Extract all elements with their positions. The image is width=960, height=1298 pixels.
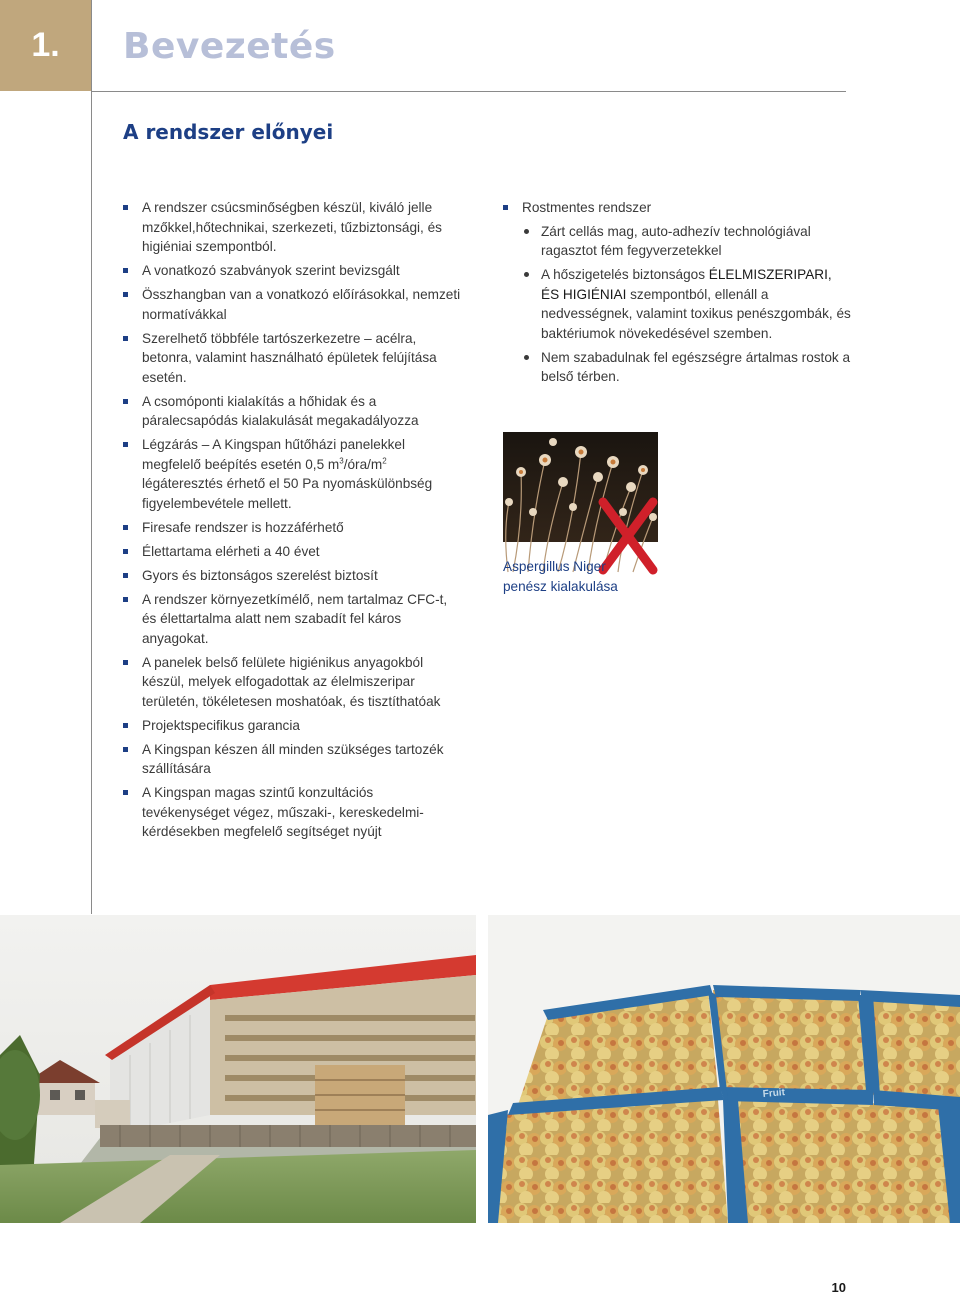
list-item: A panelek belső felülete higiénikus anyagokból készül, melyek elfogadottak az élelmiszeripar területén, tökéletesen moshatóak, és tisztíthatóak — [123, 653, 463, 712]
superscript-2: 2 — [382, 455, 387, 465]
list-item: Összhangban van a vonatkozó előírásokkal, nemzeti normatívákkal — [123, 285, 463, 324]
sub-item-text-a: A hőszigetelés biztonságos — [541, 267, 709, 282]
page-number: 10 — [831, 1280, 846, 1295]
list-item-airtightness — [123, 435, 463, 513]
advantages-list — [123, 198, 463, 846]
list-item: A csomóponti kialakítás a hőhidak és a páralecsapódás kialakulását megakadályozza — [123, 392, 463, 431]
superscript-3: 3 — [339, 455, 344, 465]
chapter-number-box — [0, 0, 91, 91]
section-title: A rendszer előnyei — [123, 120, 334, 144]
fiber-free-item — [503, 198, 853, 387]
airtightness-text-b: /óra/m — [343, 456, 383, 472]
svg-text:Fruit: Fruit — [762, 1087, 786, 1100]
list-item: Projektspecifikus garancia — [123, 716, 463, 736]
mold-caption: Aspergillus Niger penész kialakulása — [503, 559, 618, 594]
list-item: Élettartama elérheti a 40 évet — [123, 542, 463, 562]
fiber-free-sublist — [522, 222, 853, 387]
airtightness-text-c: légáteresztés érhető el 50 Pa nyomáskülönbség figyelembevétele mellett. — [142, 476, 433, 511]
list-item: Firesafe rendszer is hozzáférhető — [123, 518, 463, 538]
list-item: A Kingspan készen áll minden szükséges tartozék szállítására — [123, 740, 463, 779]
sub-list-item — [522, 265, 853, 343]
list-item: Gyors és biztonságos szerelést biztosít — [123, 566, 463, 586]
sub-list-item: Nem szabadulnak fel egészségre ártalmas rostok a belső térben. — [522, 348, 853, 387]
horizontal-rule — [91, 91, 846, 92]
right-column — [503, 198, 853, 391]
sub-list-item: Zárt cellás mag, auto-adhezív technológiával ragasztot fém fegyverzetekkel — [522, 222, 853, 261]
fiber-free-label: Rostmentes rendszer — [522, 200, 652, 215]
sub-item-text-b: szempontból, ellenáll a nedvességnek, valamint toxikus penészgombák, és baktériumok növekedésével szemben. — [541, 286, 851, 341]
chapter-title: Bevezetés — [123, 26, 336, 67]
sub-item-caps: ÉLELMISZERIPARI, ÉS HIGIÉNIAI — [541, 267, 832, 302]
list-item: A rendszer csúcsminőségben készül, kiváló jelle mzőkkel,hőtechnikai, szerkezeti, tűzbiztonsági, és higiéniai szempontból. — [123, 198, 463, 257]
apple-crates-photo — [488, 915, 960, 1223]
list-item: Szerelhető többféle tartószerkezetre – acélra, betonra, valamint használható épületek felújítása esetén. — [123, 329, 463, 388]
vertical-rule — [91, 0, 92, 914]
cold-storage-building-photo — [0, 915, 476, 1223]
airtightness-text-a: Légzárás – A Kingspan hűtőházi panelekkel megfelelő beépítés esetén 0,5 m — [142, 437, 406, 472]
list-item: A rendszer környezetkímélő, nem tartalmaz CFC-t, és élettartalma alatt nem szabadít fel káros anyagokat. — [123, 590, 463, 649]
chapter-number: 1. — [31, 26, 60, 64]
list-item: A Kingspan magas szintű konzultációs tevékenységet végez, műszaki-, kereskedelmi-kérdésekben megfelelő segítséget nyújt — [123, 783, 463, 842]
list-item: A vonatkozó szabványok szerint bevizsgált — [123, 261, 463, 281]
